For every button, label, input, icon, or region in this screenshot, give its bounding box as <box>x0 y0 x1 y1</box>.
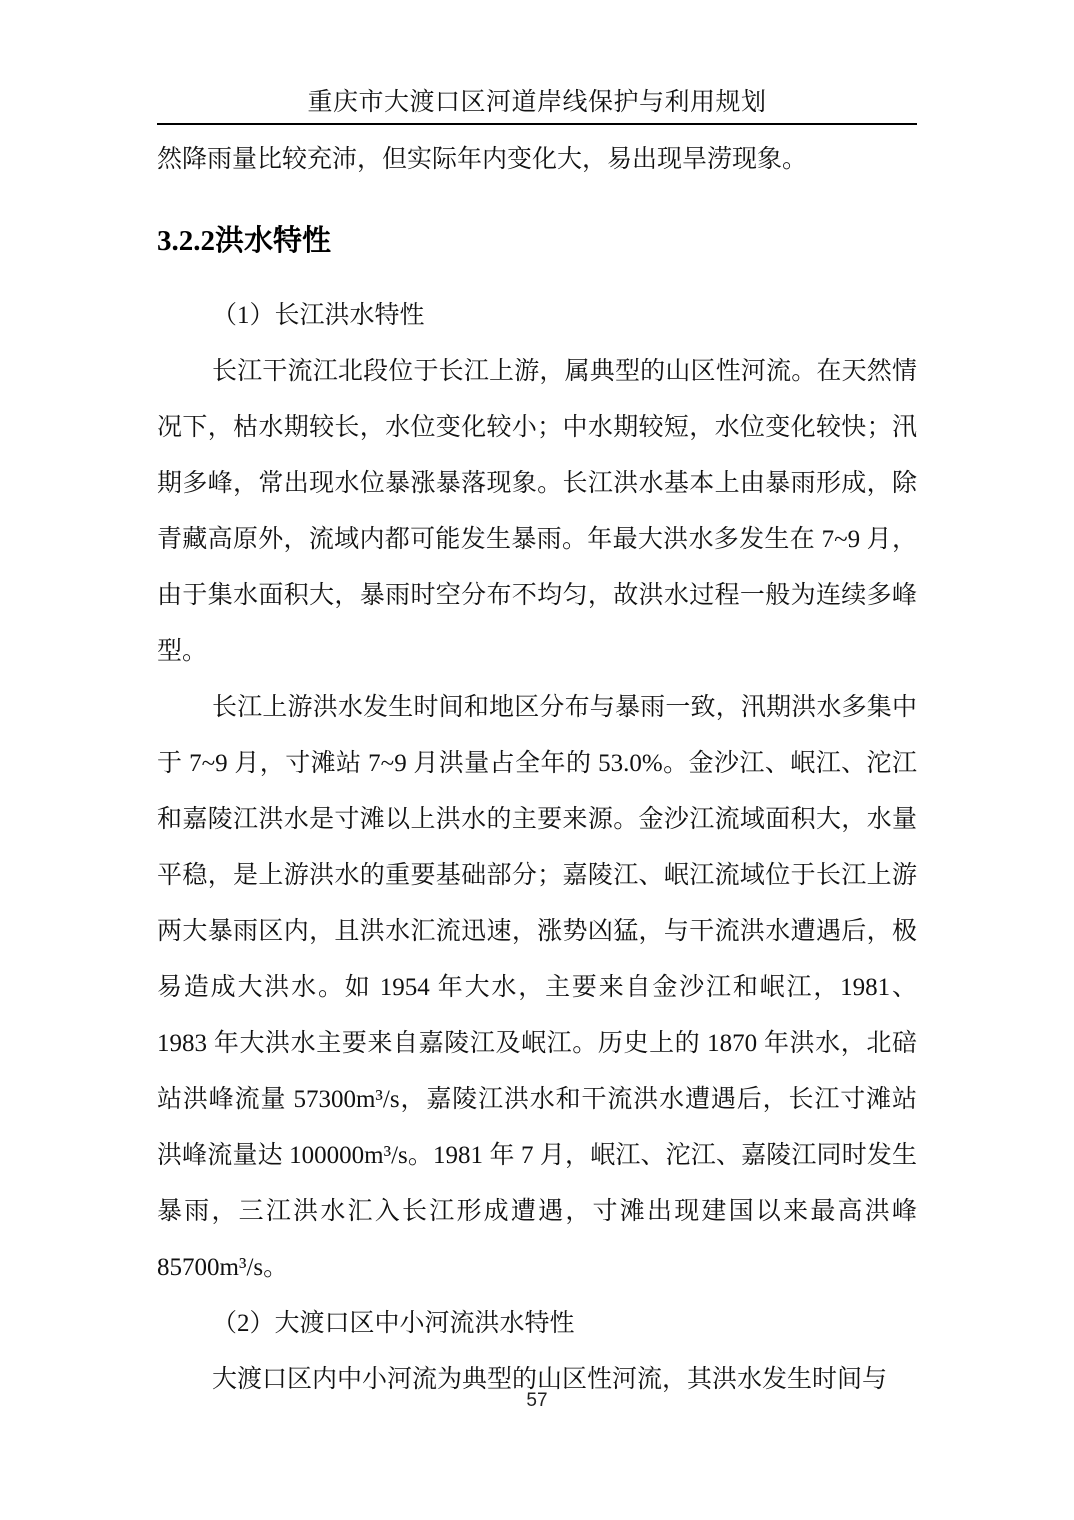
paragraph-continuation: 然降雨量比较充沛，但实际年内变化大，易出现旱涝现象。 <box>157 146 808 173</box>
paragraph-changjiang-flood: 长江干流江北段位于长江上游，属典型的山区性河流。在天然情况下，枯水期较长，水位变化较小；中水期较短，水位变化较快；汛期多峰，常出现水位暴涨暴落现象。长江洪水基本上由暴雨形成，除青藏高原外，流域内都可能发生暴雨。年最大洪水多发生在 7~9 月，由于集水面积大，暴雨时空分布不均匀，故洪水过程一般为连续多峰型。 <box>157 358 917 665</box>
header-rule <box>157 123 917 125</box>
paragraph-local-rivers: 大渡口区内中小河流为典型的山区性河流，其洪水发生时间与 <box>212 1366 888 1393</box>
subsection-2-heading: （2）大渡口区中小河流洪水特性 <box>212 1310 575 1337</box>
document-title: 重庆市大渡口区河道岸线保护与利用规划 <box>307 89 767 116</box>
subsection-1-heading: （1）长江洪水特性 <box>212 302 425 329</box>
section-heading: 3.2.2洪水特性 <box>157 225 332 257</box>
paragraph-upstream-flood: 长江上游洪水发生时间和地区分布与暴雨一致，汛期洪水多集中于 7~9 月，寸滩站 7~9 月洪量占全年的 53.0%。金沙江、岷江、沱江和嘉陵江洪水是寸滩以上洪水的主要来源。金沙江流域面积大，水量平稳，是上游洪水的重要基础部分；嘉陵江、岷江流域位于长江上游两大暴雨区内，且洪水汇流迅速，涨势凶猛，与干流洪水遭遇后，极易造成大洪水。如 1954 年大水，主要来自金沙江和岷江，1981、1983 年大洪水主要来自嘉陵江及岷江。历史上的 1870 年洪水，北碚站洪峰流量 57300m³/s，嘉陵江洪水和干流洪水遭遇后，长江寸滩站洪峰流量达 100000m³/s。1981 年 7 月，岷江、沱江、嘉陵江同时发生暴雨，三江洪水汇入长江形成遭遇，寸滩出现建国以来最高洪峰 85700m³/s。 <box>157 694 917 1281</box>
page-number: 57 <box>526 1390 548 1411</box>
document-body <box>157 132 917 1408</box>
